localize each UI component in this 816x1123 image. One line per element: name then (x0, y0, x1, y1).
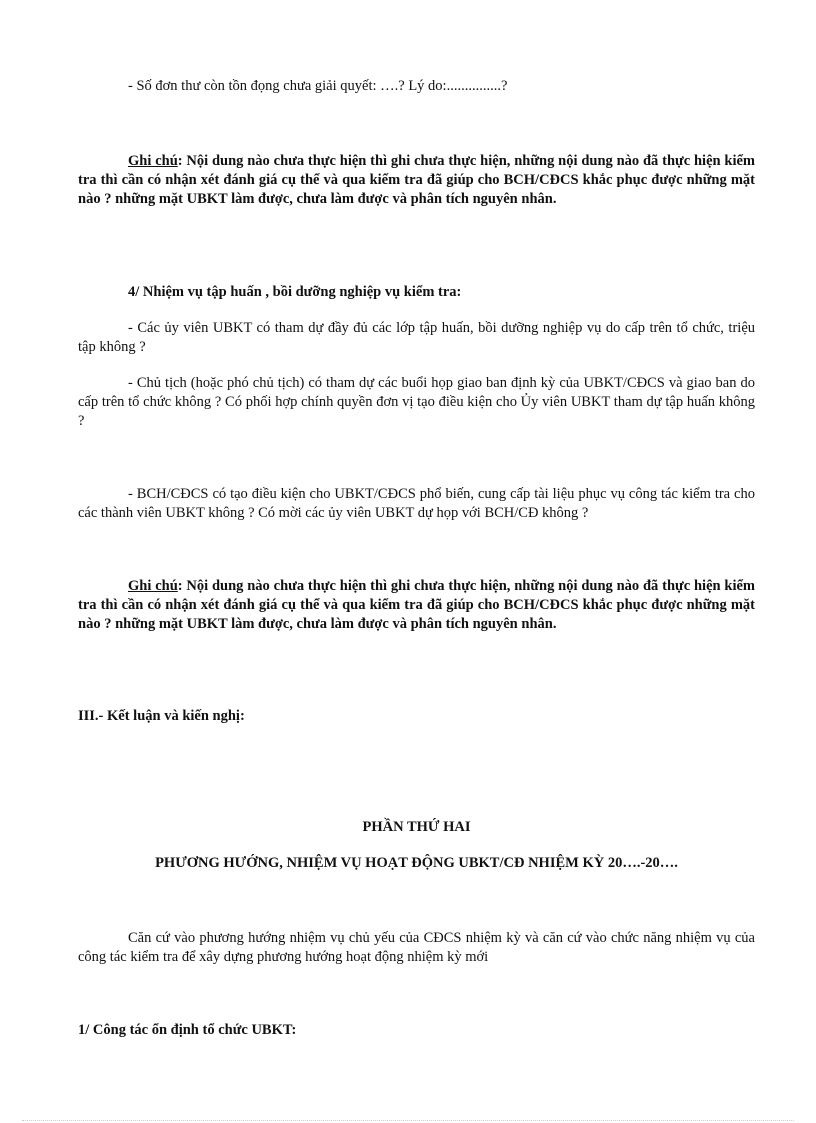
part-two-title: PHẦN THỨ HAI (362, 819, 471, 835)
page-bottom-divider (22, 1120, 794, 1121)
section-1-heading: 1/ Công tác ổn định tổ chức UBKT: (78, 1022, 297, 1038)
training-item-briefing: - Chủ tịch (hoặc phó chủ tịch) có tham dự các buổi họp giao ban định kỳ của UBKT/CĐCS và giao ban do cấp trên tổ chức không ? Có phối hợp chính quyền đơn vị tạo điều kiện cho Ủy viên UBKT tham dự tập huấn không ? (78, 375, 755, 429)
training-item-attendance: - Các ủy viên UBKT có tham dự đầy đủ các lớp tập huấn, bồi dưỡng nghiệp vụ do cấp trên tổ chức, triệu tập không ? (78, 320, 755, 355)
note-paragraph-2 (78, 577, 755, 634)
training-item-support: - BCH/CĐCS có tạo điều kiện cho UBKT/CĐCS phổ biến, cung cấp tài liệu phục vụ công tác kiểm tra cho các thành viên UBKT không ? Có mời các ủy viên UBKT dự họp với BCH/CĐ không ? (78, 486, 755, 521)
note-text-1: : Nội dung nào chưa thực hiện thì ghi chưa thực hiện, những nội dung nào đã thực hiện kiểm tra thì cần có nhận xét đánh giá cụ thể và qua kiểm tra đã giúp cho BCH/CĐCS khắc phục được những mặt nào ? những mặt UBKT làm được, chưa làm được và phân tích nguyên nhân. (78, 153, 755, 207)
part-two-subtitle: PHƯƠNG HƯỚNG, NHIỆM VỤ HOẠT ĐỘNG UBKT/CĐ NHIỆM KỲ 20….-20…. (155, 855, 678, 871)
section-4-heading: 4/ Nhiệm vụ tập huấn , bồi dưỡng nghiệp vụ kiểm tra: (128, 284, 462, 300)
note-paragraph-1 (78, 152, 755, 209)
intro-paragraph: Căn cứ vào phương hướng nhiệm vụ chủ yếu của CĐCS nhiệm kỳ và căn cứ vào chức năng nhiệm vụ của công tác kiểm tra để xây dựng phương hướng hoạt động nhiệm kỳ mới (78, 930, 755, 965)
pending-letters-line: - Số đơn thư còn tồn đọng chưa giải quyết: ….? Lý do:...............? (128, 78, 508, 94)
note-text-2: : Nội dung nào chưa thực hiện thì ghi chưa thực hiện, những nội dung nào đã thực hiện kiểm tra thì cần có nhận xét đánh giá cụ thể và qua kiểm tra đã giúp cho BCH/CĐCS khắc phục được những mặt nào ? những mặt UBKT làm được, chưa làm được và phân tích nguyên nhân. (78, 578, 755, 632)
section-iii-heading: III.- Kết luận và kiến nghị: (78, 708, 245, 724)
note-label-1: Ghi chú (128, 153, 178, 169)
note-label-2: Ghi chú (128, 578, 178, 594)
